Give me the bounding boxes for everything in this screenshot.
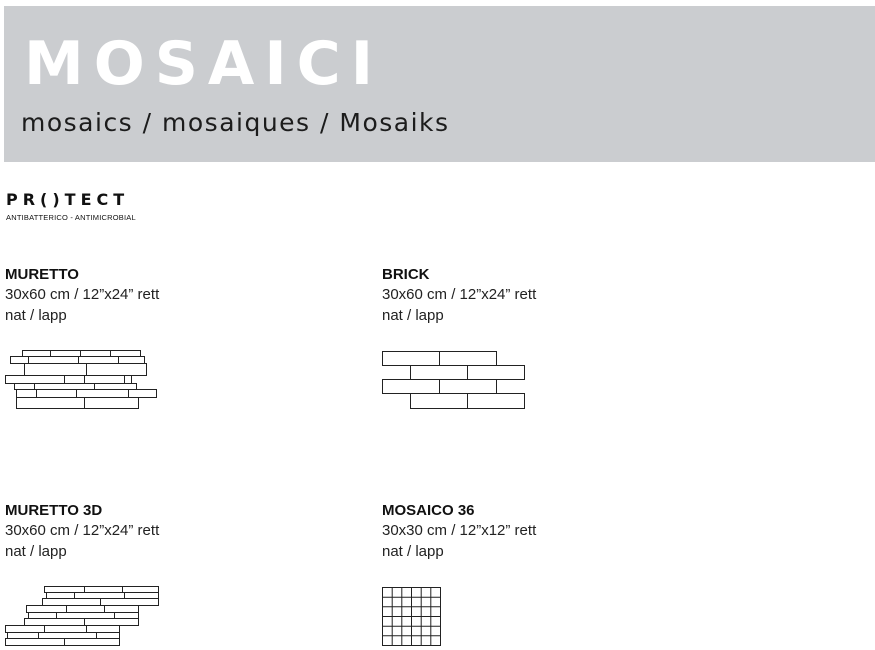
page-subtitle: mosaics / mosaiques / Mosaiks bbox=[21, 108, 450, 137]
brick-pattern-icon bbox=[381, 350, 527, 412]
product-finish: nat / lapp bbox=[5, 307, 67, 324]
protect-logo-text: PR()TECT bbox=[6, 190, 130, 209]
product-name: MOSAICO 36 bbox=[382, 502, 475, 519]
page-title: MOSAICI bbox=[24, 29, 384, 99]
product-name: MURETTO bbox=[5, 266, 79, 283]
product-size: 30x60 cm / 12”x24” rett bbox=[5, 286, 160, 303]
product-size: 30x30 cm / 12”x12” rett bbox=[382, 522, 537, 539]
product-muretto bbox=[5, 265, 159, 326]
product-mosaico-36 bbox=[382, 501, 536, 562]
product-size: 30x60 cm / 12”x24” rett bbox=[382, 286, 537, 303]
product-muretto-3d bbox=[5, 501, 159, 562]
mosaico-36-grid-icon bbox=[381, 586, 443, 648]
product-brick bbox=[382, 265, 536, 326]
product-size: 30x60 cm / 12”x24” rett bbox=[5, 522, 160, 539]
muretto-3d-pattern-icon bbox=[4, 585, 162, 647]
product-name: BRICK bbox=[382, 266, 430, 283]
product-name: MURETTO 3D bbox=[5, 502, 103, 519]
protect-tagline: ANTIBATTERICO - ANTIMICROBIAL bbox=[6, 213, 136, 222]
product-finish: nat / lapp bbox=[382, 543, 444, 560]
header-banner bbox=[4, 6, 875, 162]
protect-logo bbox=[6, 192, 136, 222]
muretto-pattern-icon bbox=[4, 349, 160, 411]
product-finish: nat / lapp bbox=[382, 307, 444, 324]
product-finish: nat / lapp bbox=[5, 543, 67, 560]
